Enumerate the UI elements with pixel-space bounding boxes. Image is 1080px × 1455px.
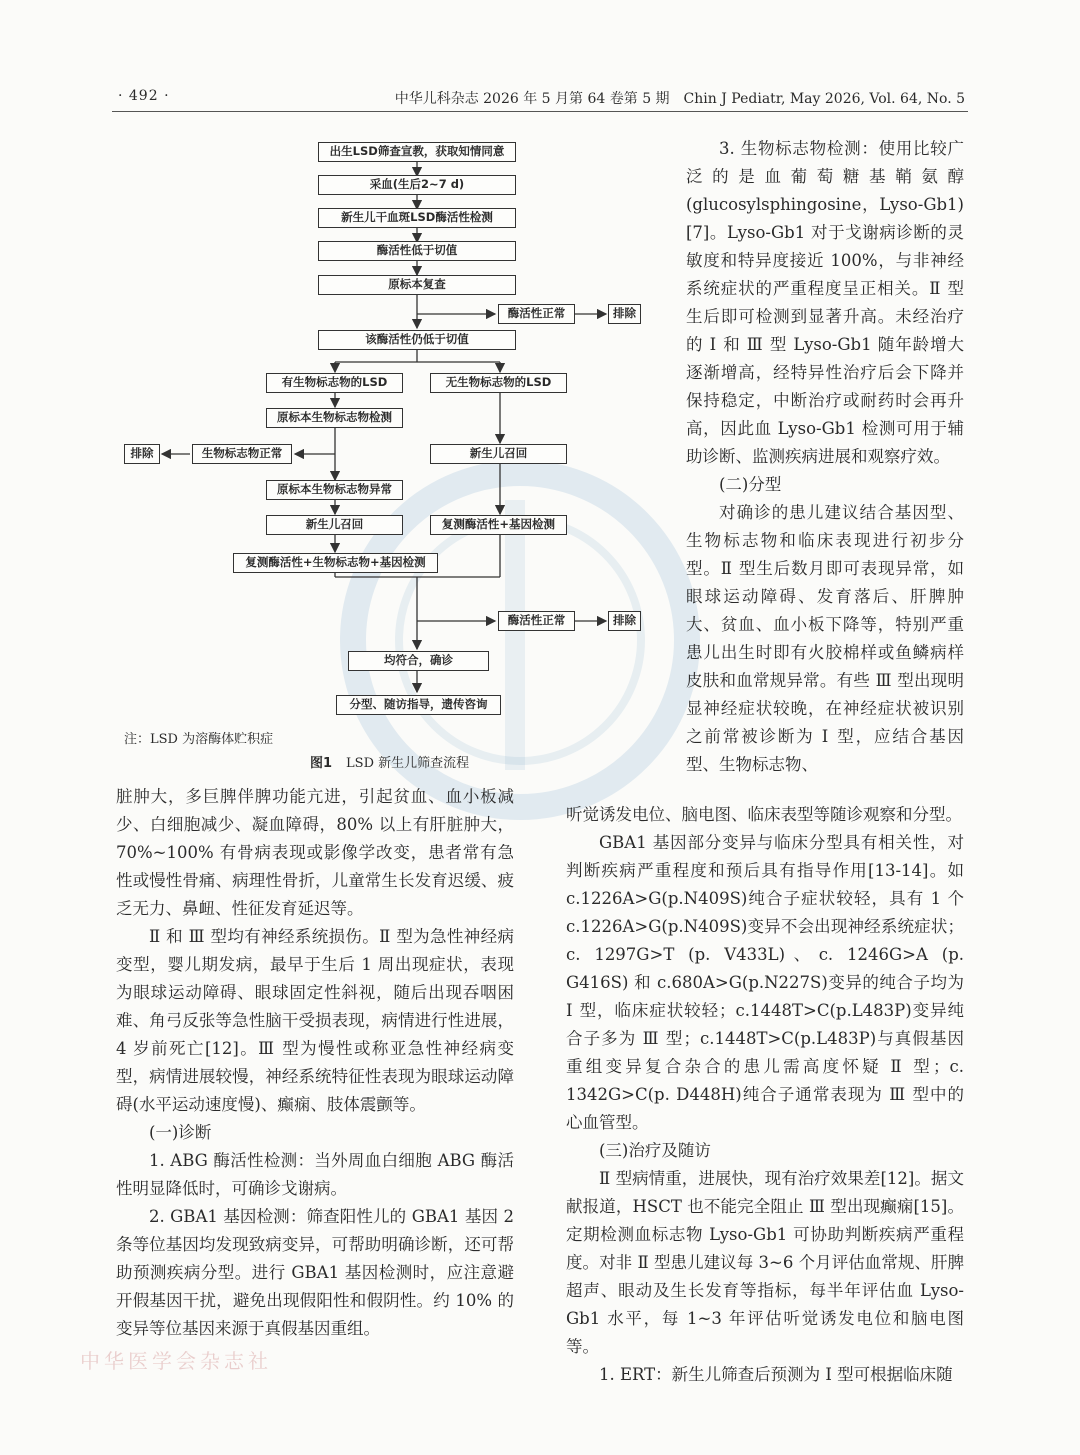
flow-step-below-cutoff: 酶活性低于切值 [318, 241, 516, 261]
flow-step-recall-a: 新生儿召回 [430, 444, 567, 464]
paragraph: 对确诊的患儿建议结合基因型、生物标志物和临床表现进行初步分型。Ⅱ 型生后数月即可表现异常，如眼球运动障碍、发育落后、肝脾肿大、贫血、血小板下降等，特别严重患儿出生时即有火胶棉样或鱼鳞病样皮肤和血常规异常。有些 Ⅲ 型出现明显神经症状较晚，在神经症状被识别之前常被诊断为 Ⅰ 型，应结合基因型、生物标志物、 [686, 503, 964, 774]
paragraph: 1. ABG 酶活性检测：当外周血白细胞 ABG 酶活性明显降低时，可确诊戈谢病。 [116, 1151, 514, 1198]
paragraph: 脏肿大，多巨脾伴脾功能亢进，引起贫血、血小板减少、白细胞减少、凝血障碍，80% 以上有肝脏肿大，70%~100% 有骨病表现或影像学改变，患者常有急性或慢性骨痛、病理性骨折，儿童常生长发育迟缓、疲乏无力、鼻衄、性征发育延迟等。 [116, 787, 514, 918]
paragraph: 3. 生物标志物检测：使用比较广泛的是血葡萄糖基鞘氨醇(glucosylsphingosine，Lyso-Gb1)[7]。Lyso-Gb1 对于戈谢病诊断的灵敏度和特异度接近 100%，与非神经系统症状的严重程度呈正相关。Ⅱ 型生后即可检测到显著升高。未经治疗的 Ⅰ 和 Ⅲ 型 Lyso-Gb1 随年龄增大逐渐增高，经特异性治疗后会下降并保持稳定，中断治疗或耐药时会再升高，因此血 Lyso-Gb1 检测可用于辅助诊断、监测疾病进展和观察疗效。 [686, 139, 964, 466]
right-column-bottom [566, 801, 964, 1389]
flow-step-followup: 分型、随访指导，遗传咨询 [336, 695, 501, 715]
flow-step-without-biomarker: 无生物标志物的LSD [430, 373, 567, 393]
flow-step-consent: 出生LSD筛查宣教，获取知情同意 [318, 142, 516, 162]
flow-step-confirmed: 均符合，确诊 [348, 651, 489, 671]
paragraph: 2. GBA1 基因检测：筛查阳性儿的 GBA1 基因 2 条等位基因均发现致病变异，可帮助明确诊断，还可帮助预测疾病分型。进行 GBA1 基因检测时，应注意避开假基因干扰，避免出现假阳性和假阴性。约 10% 的变异等位基因来源于真假基因重组。 [116, 1207, 514, 1338]
flowchart [110, 130, 670, 730]
paragraph: Ⅱ 和 Ⅲ 型均有神经系统损伤。Ⅱ 型为急性神经病变型，婴儿期发病，最早于生后 1 周出现症状，表现为眼球运动障碍、眼球固定性斜视，随后出现吞咽困难、角弓反张等急性脑干受损表现，病情进行性进展，4 岁前死亡[12]。Ⅲ 型为慢性或称亚急性神经病变型，病情进展较慢，神经系统特征性表现为眼球运动障碍(水平运动速度慢)、癫痫、肢体震颤等。 [116, 927, 514, 1114]
flow-step-retest-all: 复测酶活性+生物标志物+基因检测 [233, 553, 438, 573]
page-number: · 492 · [118, 88, 170, 104]
figure-label: 图1 [310, 756, 333, 771]
flow-step-exclude-2: 排除 [124, 444, 160, 464]
flow-step-exclude: 排除 [608, 304, 641, 324]
figure-title: LSD 新生儿筛查流程 [346, 756, 470, 771]
paragraph: 1. ERT：新生儿筛查后预测为 Ⅰ 型可根据临床随 [599, 1365, 953, 1384]
flow-step-enzyme-test: 新生儿干血斑LSD酶活性检测 [318, 208, 516, 228]
flow-step-recall-b: 新生儿召回 [266, 515, 403, 535]
flow-step-retest: 原标本复查 [318, 275, 516, 295]
flow-step-with-biomarker: 有生物标志物的LSD [266, 373, 403, 393]
paragraph: GBA1 基因部分变异与临床分型具有相关性，对判断疾病严重程度和预后具有指导作用[13-14]。如 c.1226A>G(p.N409S)纯合子症状较轻，具有 1 个 c.1226A>G(p.N409S)变异不会出现神经系统症状；c. 1297G>T (p. V433L)、c. 1246G>A (p. G416S) 和 c.680A>G(p.N227S)变异的纯合子均为 Ⅰ 型，临床症状较轻；c.1448T>C(p.L483P)变异纯合子多为 Ⅲ 型；c.1448T>C(p.L483P)与真假基因重组变异复合杂合的患儿需高度怀疑 Ⅱ 型；c. 1342G>C(p. D448H)纯合子通常表现为 Ⅲ 型中的心血管型。 [566, 833, 964, 1132]
flow-step-biomarker-normal: 生物标志物正常 [192, 444, 292, 464]
section-heading: (一)诊断 [149, 1123, 212, 1142]
section-heading: (三)治疗及随访 [599, 1141, 711, 1160]
left-column [116, 783, 514, 1343]
flow-step-biomarker-test: 原标本生物标志物检测 [266, 408, 403, 428]
flow-step-enzyme-normal-2: 酶活性正常 [498, 611, 575, 631]
flow-step-enzyme-normal: 酶活性正常 [498, 304, 575, 324]
right-column-top [686, 135, 964, 779]
figure-note: 注：LSD 为溶酶体贮积症 [124, 732, 274, 747]
publisher-watermark: 中华医学会杂志社 [80, 1349, 272, 1373]
figure-caption [310, 752, 469, 771]
flow-step-retest-enzyme-gene: 复测酶活性+基因检测 [430, 515, 567, 535]
paragraph: 听觉诱发电位、脑电图、临床表型等随诊观察和分型。 [566, 805, 962, 824]
journal-header: 中华儿科杂志 2026 年 5 月第 64 卷第 5 期 Chin J Pediatr, May 2026, Vol. 64, No. 5 [394, 91, 965, 107]
section-heading: (二)分型 [719, 475, 782, 494]
header-rule [112, 111, 968, 112]
paragraph: Ⅱ 型病情重，进展快，现有治疗效果差[12]。据文献报道，HSCT 也不能完全阻止 Ⅲ 型出现癫痫[15]。定期检测血标志物 Lyso-Gb1 可协助判断疾病严重程度。对非 Ⅱ 型患儿建议每 3~6 个月评估血常规、肝脾超声、眼动及生长发育等指标，每半年评估血 Lyso-Gb1 水平，每 1~3 年评估听觉诱发电位和脑电图等。 [566, 1169, 964, 1356]
flow-step-exclude-3: 排除 [608, 611, 641, 631]
flow-step-biomarker-abnormal: 原标本生物标志物异常 [266, 480, 403, 500]
flow-step-blood-sampling: 采血(生后2~7 d) [318, 175, 516, 195]
flow-step-still-below: 该酶活性仍低于切值 [318, 330, 516, 350]
